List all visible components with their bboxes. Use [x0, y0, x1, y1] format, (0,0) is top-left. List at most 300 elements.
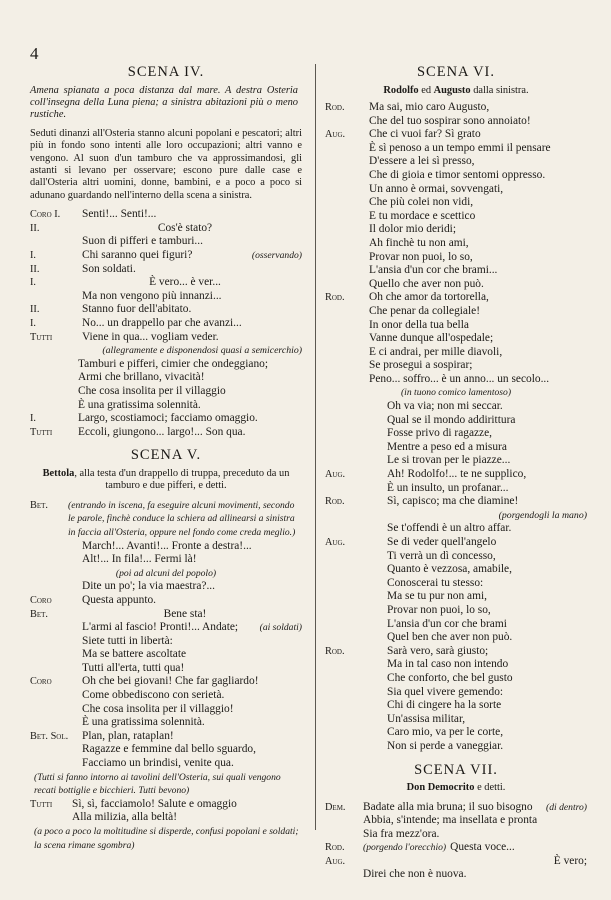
scena-v-direction-3: (Tutti si fanno intorno ai tavolini dell'Osteria, sui quali vengono recati bottiglie e bicchieri. Tutti bevono) — [34, 771, 281, 797]
verse-text: Plan, plan, rataplan! — [82, 729, 174, 742]
verse-line — [325, 740, 587, 754]
stage-direction: (ai soldati) — [259, 622, 302, 634]
verse-text: Vanne dunque all'ospedale; — [369, 332, 494, 345]
verse-line — [30, 621, 302, 635]
scena-iv-direction: (allegramente e disponendosi quasi a semicerchio) — [102, 345, 302, 357]
speaker — [325, 604, 363, 618]
verse-text: In onor della tua bella — [369, 318, 469, 331]
speaker — [325, 237, 363, 251]
verse-text: E tu mordace e scettico — [369, 209, 476, 222]
verse-text: Siete tutti in libertà: — [82, 634, 173, 647]
scena-vi-title: SCENA VI. — [416, 64, 496, 80]
speaker — [325, 427, 363, 441]
speaker — [30, 621, 68, 635]
scena-v-intro-text: , alla testa d'un drappello di truppa, preceduto da un tamburo e due pifferi, e detti. — [74, 467, 290, 492]
intro-end: dalla sinistra. — [470, 84, 529, 96]
verse-text: D'essere a lei sì presso, — [369, 155, 475, 168]
verse-line — [325, 155, 587, 169]
verse-line — [325, 346, 587, 360]
speaker — [325, 482, 363, 496]
verse-text: Provar non puoi, lo so, — [387, 603, 491, 616]
speaker — [325, 618, 363, 632]
speaker — [325, 726, 363, 740]
verse-line — [325, 128, 587, 142]
verse-line — [325, 454, 587, 468]
speaker — [30, 743, 68, 757]
verse-line — [30, 675, 302, 689]
verse-text: Come obbediscono con serietà. — [82, 689, 225, 702]
verse-text: Ma se battere ascoltate — [82, 648, 187, 661]
verse-line — [325, 590, 587, 604]
rodolfo-name: Rodolfo — [383, 84, 419, 96]
bettola-direction-line — [30, 499, 302, 540]
verse-line — [30, 303, 302, 317]
speaker — [325, 658, 363, 672]
speaker — [325, 264, 363, 278]
verse-line — [325, 305, 587, 319]
speaker: Bet. Sol. — [30, 730, 69, 742]
verse-line — [30, 757, 302, 771]
verse-text: Un anno è ormai, sovvengati, — [369, 182, 504, 195]
speaker — [325, 251, 363, 265]
speaker — [325, 414, 363, 428]
scena-vi-direction-2: (porgendogli la mano) — [498, 509, 587, 521]
speaker: I. — [30, 250, 37, 262]
verse-text: Se prosegui a sospirar; — [369, 359, 473, 372]
verse-line — [325, 658, 587, 672]
verse-line — [325, 400, 587, 414]
verse-text: Mentre a peso ed a misura — [387, 440, 507, 453]
verse-line — [325, 332, 587, 346]
speaker: Coro I. — [30, 209, 61, 221]
verse-text: Che del tuo sospirar sono annoiato! — [369, 114, 531, 127]
speaker — [325, 183, 363, 197]
scena-iv-dialogue-2 — [30, 358, 302, 440]
verse-line — [325, 563, 587, 577]
verse-text: Suon di pifferi e tamburi... — [82, 235, 203, 248]
verse-text: Se t'offendi è un altro affar. — [387, 522, 512, 535]
speaker: II. — [30, 304, 40, 316]
speaker: Rod. — [325, 102, 345, 113]
verse-line — [30, 426, 302, 440]
verse-line — [30, 208, 302, 222]
verse-text: Son soldati. — [82, 262, 136, 275]
speaker — [325, 278, 363, 292]
verse-text: Tamburi e pifferi, cimier che ondeggiano; — [78, 357, 269, 370]
scena-iv-setting: Amena spianata a poca distanza dal mare. A destra Osteria coll'insegna della Luna piena; a sinistra abitazioni più o meno rustiche. — [30, 84, 298, 121]
verse-line — [30, 662, 302, 676]
verse-text: Un'assisa militar, — [387, 712, 466, 725]
verse-text: Ah! Rodolfo!... te ne supplico, — [387, 468, 527, 481]
verse-line — [325, 468, 587, 482]
verse-line — [325, 196, 587, 210]
verse-line — [325, 373, 587, 387]
verse-text: Qual se il mondo addirittura — [387, 413, 516, 426]
speaker — [325, 441, 363, 455]
verse-line — [325, 441, 587, 455]
speaker — [30, 235, 68, 249]
stage-direction: (di dentro) — [546, 801, 587, 813]
speaker — [30, 716, 68, 730]
verse-line — [30, 730, 302, 744]
verse-line — [30, 798, 302, 812]
speaker — [325, 713, 363, 727]
scena-vi-dialogue-2 — [325, 400, 587, 509]
verse-text: Sia fra mezz'ora. — [363, 827, 440, 840]
speaker — [325, 346, 363, 360]
speaker — [325, 359, 363, 373]
verse-line — [325, 251, 587, 265]
scena-v-dialogue-2 — [30, 580, 302, 770]
verse-line — [325, 814, 587, 828]
verse-line — [325, 237, 587, 251]
verse-text: Quello che aver non può. — [369, 277, 484, 290]
speaker — [30, 358, 68, 372]
verse-text: Tutti all'erta, tutti qua! — [82, 661, 185, 674]
verse-text: Direi che non è nuova. — [363, 868, 467, 881]
page-number: 4 — [30, 44, 39, 63]
speaker — [30, 371, 68, 385]
verse-text: Sì, sì, facciamolo! Salute e omaggio — [72, 797, 237, 810]
verse-text: Chi saranno quei figuri? — [82, 249, 193, 262]
speaker — [325, 373, 363, 387]
speaker — [325, 142, 363, 156]
speaker — [30, 553, 68, 567]
verse-line — [30, 743, 302, 757]
verse-line — [30, 689, 302, 703]
scena-iv-dialogue-1 — [30, 208, 302, 344]
verse-text: Che più colei non vidi, — [369, 196, 474, 209]
bettola-name: Bettola — [42, 467, 75, 479]
speaker — [325, 740, 363, 754]
scena-vii-title: SCENA VII. — [414, 761, 498, 778]
verse-text: Caro mio, va per le corte, — [387, 726, 504, 739]
verse-line — [325, 264, 587, 278]
verse-line — [325, 801, 587, 815]
verse-line — [30, 276, 302, 290]
verse-line — [325, 319, 587, 333]
verse-text: Il dolor mio deridi; — [369, 223, 456, 236]
speaker — [325, 814, 363, 828]
scena-v-direction-4: (a poco a poco la moltitudine si disperde, confusi popolani e soldati; la scena rimane sgombra) — [34, 826, 299, 851]
scena-vi-dialogue-3 — [325, 522, 587, 753]
scena-vii-dialogue — [325, 801, 587, 883]
verse-line — [30, 235, 302, 249]
verse-text: Stanno fuor dell'abitato. — [82, 303, 192, 316]
scena-vii-intro — [325, 782, 587, 794]
verse-text: Largo, scostiamoci; facciamo omaggio. — [78, 412, 258, 425]
speaker — [30, 703, 68, 717]
verse-text: Ma sai, mio caro Augusto, — [369, 101, 490, 113]
verse-line — [325, 672, 587, 686]
speaker: Tutti — [30, 331, 53, 343]
speaker — [325, 686, 363, 700]
verse-text: Eccoli, giungono... largo!... Son qua. — [78, 425, 246, 438]
verse-line — [325, 577, 587, 591]
verse-text: Chi di cingere ha la sorte — [387, 699, 502, 712]
verse-text: No... un drappello par che avanzi... — [82, 317, 242, 329]
verse-text: È un insulto, un profanar... — [387, 481, 509, 494]
verse-text: Non si perde a vaneggiar. — [387, 739, 504, 752]
speaker: Rod. — [325, 645, 345, 657]
verse-text: Ma se tu pur non ami, — [387, 590, 487, 603]
verse-line — [30, 263, 302, 277]
verse-text: Questa voce... — [450, 841, 515, 854]
verse-text: È una gratissima solennità. — [78, 398, 201, 411]
verse-text: Sì, capisco; ma che diamine! — [387, 495, 519, 508]
verse-line — [30, 371, 302, 385]
speaker — [325, 522, 363, 536]
verse-line — [30, 317, 302, 331]
verse-line — [30, 648, 302, 662]
speaker: Aug. — [325, 537, 346, 548]
verse-text: Facciamo un brindisi, venite qua. — [82, 757, 234, 770]
verse-line — [30, 399, 302, 413]
speaker — [325, 699, 363, 713]
verse-text: Quel ben che aver non può. — [387, 631, 513, 644]
scena-vi-dialogue-1 — [325, 101, 587, 386]
verse-text: Questa appunto. — [82, 593, 157, 606]
speaker — [30, 662, 68, 676]
speaker: Tutti — [30, 426, 53, 438]
scena-v-direction-2: (poi ad alcuni del popolo) — [115, 567, 217, 579]
verse-line — [325, 686, 587, 700]
verse-text: È vero; — [553, 854, 587, 867]
speaker: I. — [30, 318, 37, 329]
verse-text: È vero... è ver... — [149, 276, 221, 289]
scena-vi-direction-1: (in tuono comico lamentoso) — [400, 387, 512, 399]
verse-line — [325, 841, 587, 855]
verse-text: Sia quel vivere gemendo: — [387, 685, 504, 698]
verse-text: L'armi al fascio! Pronti!... Andate; — [82, 621, 239, 634]
verse-line — [325, 604, 587, 618]
speaker — [30, 385, 68, 399]
speaker — [325, 590, 363, 604]
verse-line — [325, 550, 587, 564]
speaker — [30, 540, 68, 554]
stage-direction: (porgendo l'orecchio) — [363, 842, 447, 854]
verse-line — [30, 290, 302, 304]
speaker — [325, 454, 363, 468]
verse-text: Che di gioia e timor sentomi oppresso. — [369, 168, 546, 181]
verse-line — [325, 855, 587, 869]
verse-line — [30, 635, 302, 649]
column-divider — [315, 64, 316, 830]
verse-line — [325, 868, 587, 882]
verse-text: Le si trovan per le piazze... — [387, 454, 511, 467]
speaker — [30, 689, 68, 703]
speaker: Rod. — [325, 496, 345, 508]
verse-text: Che conforto, che bel gusto — [387, 671, 513, 684]
speaker — [325, 155, 363, 169]
verse-line — [325, 645, 587, 659]
speaker — [30, 399, 68, 413]
speaker: Rod. — [325, 292, 345, 304]
verse-text: Che ci vuoi far? Sì grato — [369, 128, 481, 141]
verse-text: L'ansia d'un cor che brami — [387, 617, 507, 630]
verse-text: Cos'è stato? — [157, 221, 213, 234]
scena-v-title: SCENA V. — [130, 447, 202, 464]
scena-vi-intro — [325, 85, 587, 97]
verse-text: E ci andrai, per mille diavoli, — [369, 345, 503, 358]
verse-line — [30, 553, 302, 567]
verse-text: È sì penoso a un tempo emmi il pensare — [369, 141, 551, 154]
verse-line — [325, 210, 587, 224]
speaker — [325, 868, 363, 882]
verse-line — [30, 385, 302, 399]
democrito-name: Don Democrito — [406, 782, 475, 794]
speaker — [325, 223, 363, 237]
speaker — [30, 290, 68, 304]
speaker — [30, 757, 68, 771]
speaker — [325, 169, 363, 183]
verse-text: Oh che bei giovani! Che far gagliardo! — [82, 675, 259, 688]
verse-line — [325, 536, 587, 550]
verse-line — [30, 249, 302, 263]
verse-line — [30, 811, 302, 825]
right-column — [325, 60, 587, 882]
verse-line — [30, 412, 302, 426]
verse-text: Quanto è vezzosa, amabile, — [387, 563, 512, 576]
speaker: Aug. — [325, 129, 346, 141]
verse-text: Viene in qua... vogliam veder. — [82, 330, 219, 343]
verse-text: March!... Avanti!... Fronte a destra!... — [82, 539, 252, 552]
speaker — [30, 635, 68, 649]
intro-mid: ed — [418, 84, 434, 96]
scena-iv-description: Seduti dinanzi all'Osteria stanno alcuni popolani e pescatori; altri più in fondo sono intenti alle loro occupazioni; altri vanno e vengono. Al suon d'un tamburo che va approssimandosi, gli astanti si levano per osservare; escono pure dalle case e dall'Osteria altri uomini, donne, bambini, e a poco a poco si adunano guardando nell'interno della scena a sinistra. — [30, 127, 302, 201]
verse-text: Oh che amor da tortorella, — [369, 291, 489, 304]
speaker — [325, 319, 363, 333]
stage-direction: (entrando in iscena, fa eseguire alcuni movimenti, secondo le parole, finchè conduce la schiera ad allinearsi a sinistra in faccia all'Osteria, oppure nel fondo come creda meglio.) — [68, 499, 296, 538]
verse-text: Ma non vengono più innanzi... — [82, 289, 222, 302]
augusto-name: Augusto — [433, 84, 471, 96]
speaker — [325, 196, 363, 210]
verse-line — [30, 594, 302, 608]
verse-line — [325, 495, 587, 509]
verse-line — [325, 618, 587, 632]
verse-line — [325, 726, 587, 740]
verse-text: Ah finchè tu non ami, — [369, 236, 469, 249]
verse-text: Abbia, s'intende; ma insellata e pronta — [363, 814, 538, 827]
verse-line — [30, 358, 302, 372]
verse-text: Che cosa insolita per il villaggio — [78, 384, 226, 397]
speaker — [325, 631, 363, 645]
verse-line — [30, 580, 302, 594]
verse-line — [325, 291, 587, 305]
speaker — [30, 648, 68, 662]
verse-line — [325, 142, 587, 156]
speaker: Aug. — [325, 469, 346, 481]
speaker: Aug. — [325, 855, 346, 867]
verse-text: Ti verrà un dì concesso, — [387, 549, 496, 562]
verse-text: È una gratissima solennità. — [82, 716, 205, 729]
verse-text: Che penar da collegiale! — [369, 304, 481, 317]
verse-text: Peno... soffro... è un anno... un secolo... — [369, 372, 550, 385]
speaker: Bet. — [30, 499, 48, 511]
speaker: II. — [30, 222, 40, 234]
speaker — [325, 577, 363, 591]
left-column — [30, 60, 302, 852]
speaker — [325, 210, 363, 224]
speaker — [30, 580, 68, 594]
stage-direction: (osservando) — [251, 250, 302, 262]
verse-line — [325, 631, 587, 645]
speaker: Tutti — [30, 798, 53, 810]
verse-line — [325, 427, 587, 441]
verse-text: Se di veder quell'angelo — [387, 536, 497, 548]
verse-text: Bene sta! — [163, 607, 207, 620]
speaker: Dem. — [325, 801, 346, 813]
verse-line — [325, 414, 587, 428]
scena-iv-title: SCENA IV. — [127, 64, 205, 80]
verse-text: Alla milizia, alla beltà! — [72, 811, 178, 824]
verse-line — [325, 183, 587, 197]
speaker: I. — [30, 277, 37, 289]
verse-text: Che cosa insolita per il villaggio! — [82, 702, 234, 715]
verse-line — [30, 716, 302, 730]
verse-text: Oh va via; non mi seccar. — [387, 400, 503, 413]
speaker — [325, 563, 363, 577]
speaker — [30, 811, 68, 825]
verse-line — [325, 482, 587, 496]
verse-line — [325, 359, 587, 373]
verse-text: Sarà vero, sarà giusto; — [387, 644, 489, 657]
verse-line — [325, 169, 587, 183]
verse-text: Alt!... In fila!... Fermi là! — [82, 553, 197, 566]
scena-v-dialogue-3 — [30, 798, 302, 825]
speaker — [325, 550, 363, 564]
speaker: I. — [30, 413, 37, 425]
verse-line — [325, 713, 587, 727]
verse-text: Senti!... Senti!... — [82, 208, 157, 221]
verse-text: Ma in tal caso non intendo — [387, 658, 509, 671]
speaker — [325, 672, 363, 686]
speaker — [325, 332, 363, 346]
verse-line — [325, 115, 587, 129]
scena-v-intro — [30, 468, 302, 493]
verse-line — [30, 608, 302, 622]
scena-vii-intro-text: e detti. — [474, 782, 506, 794]
speaker: II. — [30, 263, 40, 275]
verse-line — [325, 278, 587, 292]
verse-line — [30, 222, 302, 236]
verse-text: Dite un po'; la via maestra?... — [82, 580, 216, 593]
verse-text: Ragazze e femmine dal bello sguardo, — [82, 743, 256, 756]
verse-line — [30, 540, 302, 554]
verse-text: Fosse privo di ragazze, — [387, 427, 493, 440]
verse-text: Badate alla mia bruna; il suo bisogno — [363, 800, 533, 813]
speaker — [325, 305, 363, 319]
speaker: Coro — [30, 676, 52, 688]
verse-line — [30, 331, 302, 345]
verse-line — [325, 699, 587, 713]
speaker — [325, 400, 363, 414]
verse-line — [325, 828, 587, 842]
verse-line — [30, 703, 302, 717]
speaker: Bet. — [30, 608, 48, 620]
verse-text: Armi che brillano, vivacità! — [78, 371, 205, 384]
speaker: Rod. — [325, 842, 345, 854]
verse-line — [325, 522, 587, 536]
scena-v-dialogue-1 — [30, 540, 302, 567]
speaker: Coro — [30, 594, 52, 606]
verse-text: Provar non puoi, lo so, — [369, 250, 473, 263]
verse-text: Conoscerai tu stesso: — [387, 576, 484, 589]
verse-line — [325, 101, 587, 115]
verse-text: L'ansia d'un cor che brami... — [369, 264, 498, 277]
verse-line — [325, 223, 587, 237]
speaker — [325, 115, 363, 129]
